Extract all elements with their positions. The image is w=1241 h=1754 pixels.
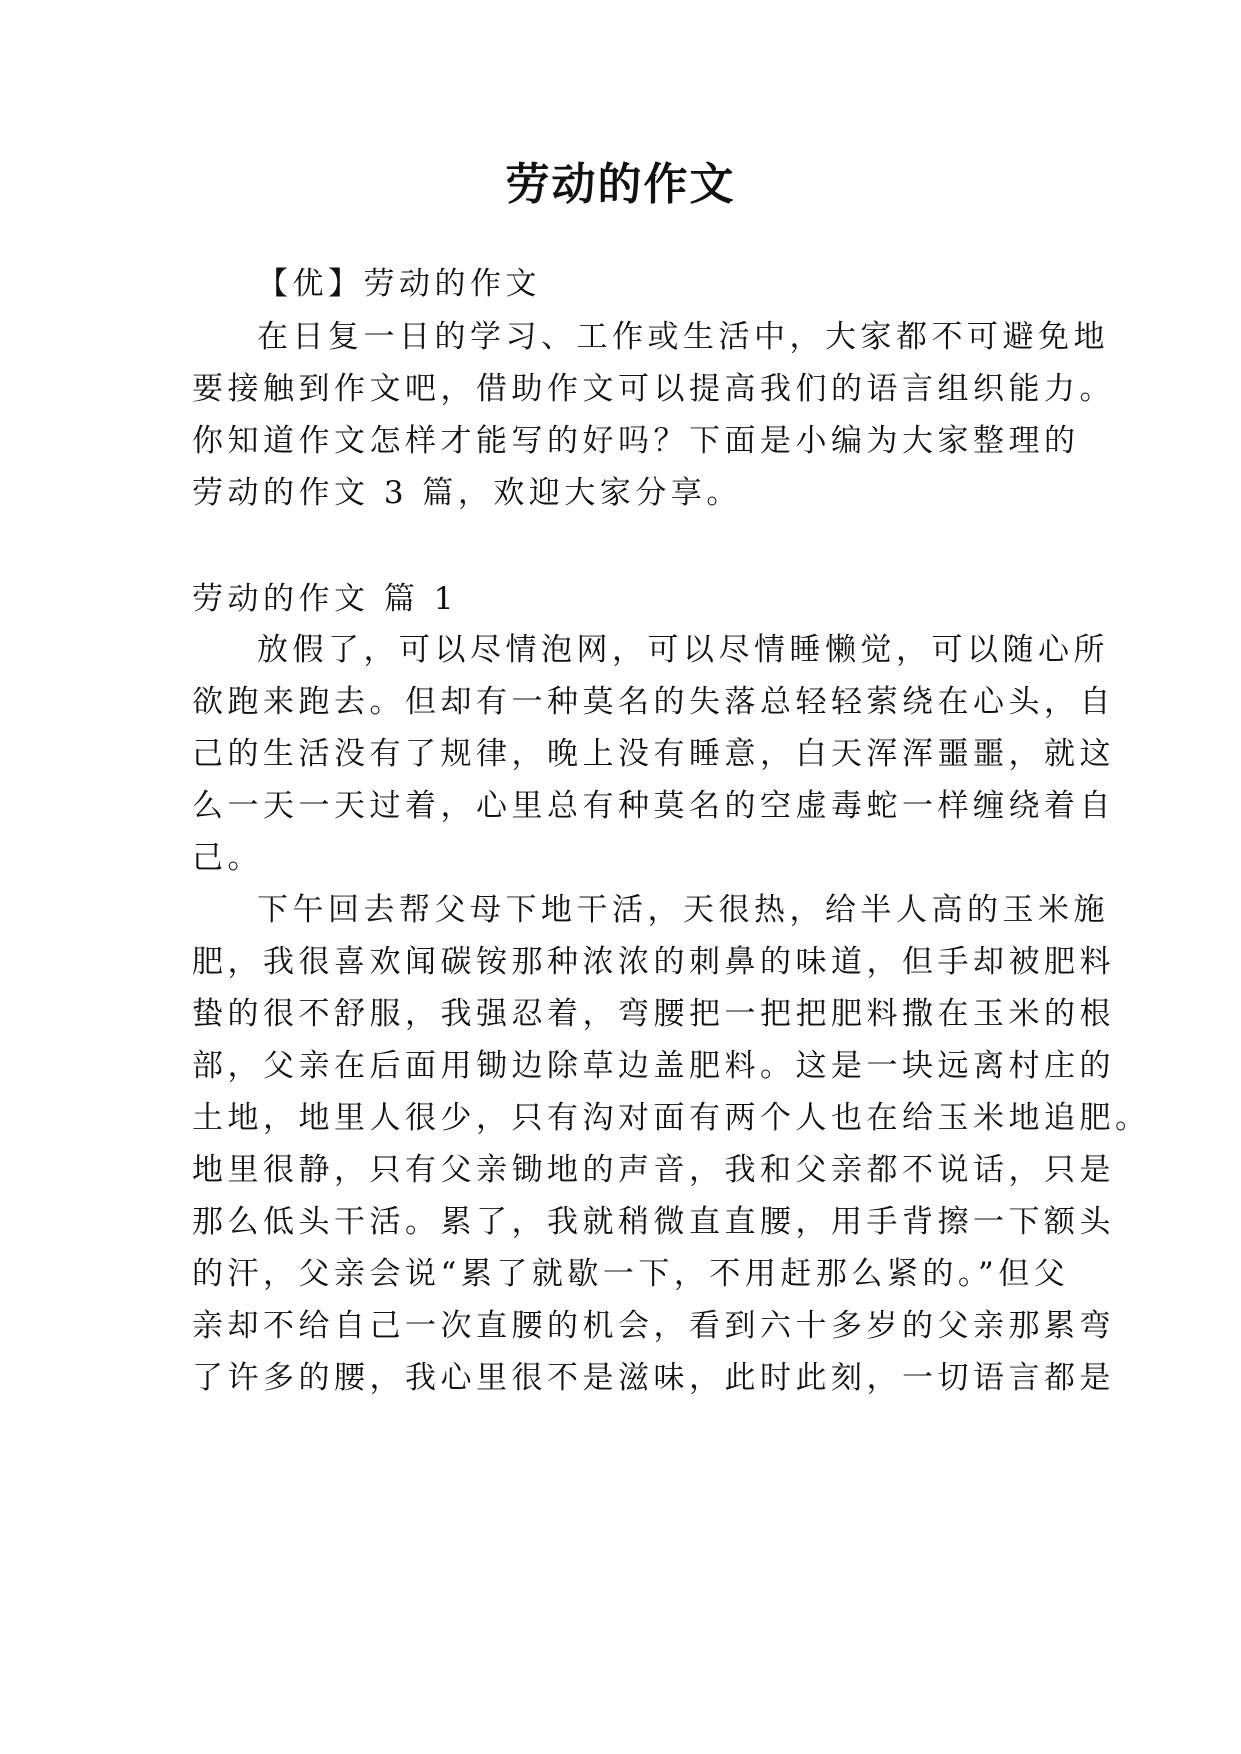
intro-heading: 【优】劳动的作文 [257, 266, 541, 302]
paragraph-line: 那么低头干活。累了，我就稍微直直腰，用手背擦一下额头 [192, 1204, 1115, 1240]
paragraph-line: 蛰的很不舒服，我强忍着，弯腰把一把把肥料撒在玉米的根 [192, 996, 1115, 1032]
intro-line: 劳动的作文 3 篇，欢迎大家分享。 [192, 475, 742, 511]
paragraph-line: 欲跑来跑去。但却有一种莫名的失落总轻轻萦绕在心头，自 [192, 684, 1115, 720]
section-heading: 劳动的作文 篇 1 [192, 581, 458, 617]
paragraph-line: 么一天一天过着，心里总有种莫名的空虚毒蛇一样缠绕着自 [192, 788, 1115, 824]
document-title: 劳动的作文 [505, 159, 736, 210]
paragraph-line: 放假了，可以尽情泡网，可以尽情睡懒觉，可以随心所 [257, 632, 1109, 668]
paragraph-line: 己。 [192, 840, 263, 876]
paragraph-line: 了许多的腰，我心里很不是滋味，此时此刻，一切语言都是 [192, 1360, 1115, 1396]
intro-line: 在日复一日的学习、工作或生活中，大家都不可避免地 [257, 319, 1109, 355]
paragraph-line: 的汗，父亲会说“累了就歇一下，不用赶那么紧的。”但父 [192, 1256, 1070, 1292]
intro-line: 你知道作文怎样才能写的好吗？下面是小编为大家整理的 [192, 423, 1080, 459]
paragraph-line: 亲却不给自己一次直腰的机会，看到六十多岁的父亲那累弯 [192, 1308, 1115, 1344]
paragraph-line: 部，父亲在后面用锄边除草边盖肥料。这是一块远离村庄的 [192, 1048, 1115, 1084]
paragraph-line: 下午回去帮父母下地干活，天很热，给半人高的玉米施 [257, 892, 1109, 928]
paragraph-line: 地里很静，只有父亲锄地的声音，我和父亲都不说话，只是 [192, 1152, 1115, 1188]
paragraph-line: 土地，地里人很少，只有沟对面有两个人也在给玉米地追肥。 [192, 1100, 1151, 1136]
paragraph-line: 肥，我很喜欢闻碳铵那种浓浓的刺鼻的味道，但手却被肥料 [192, 944, 1115, 980]
intro-line: 要接触到作文吧，借助作文可以提高我们的语言组织能力。 [192, 371, 1115, 407]
paragraph-line: 己的生活没有了规律，晚上没有睡意，白天浑浑噩噩，就这 [192, 736, 1115, 772]
